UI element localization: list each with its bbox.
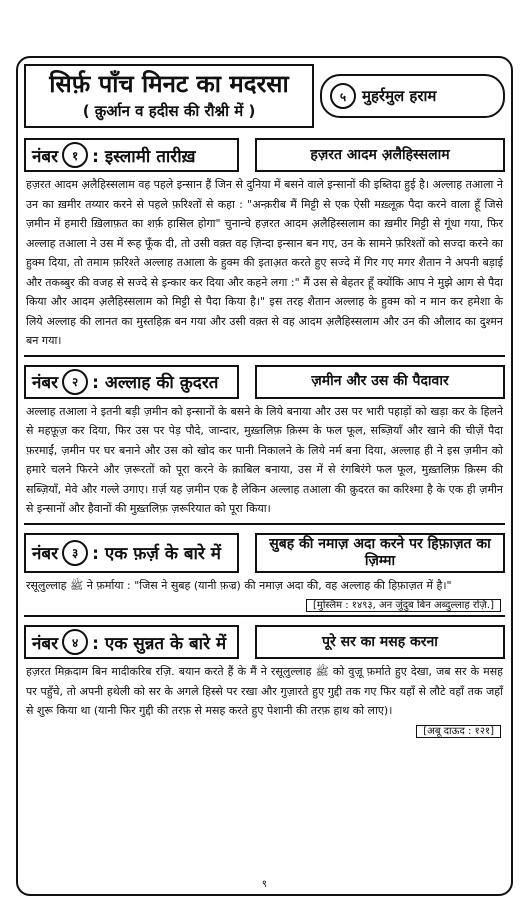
section-label-text: : इस्लामी तारीख़: [92, 146, 196, 167]
section-number: ३: [62, 540, 88, 566]
section-3-header: [24, 533, 505, 573]
section-4-reference-wrap: [28, 723, 501, 737]
page-number: ९: [261, 879, 268, 890]
section-label-text: : अल्लाह की क़ुदरत: [92, 373, 219, 393]
section-3-reference: [मुस्लिम : १४९३, अन जुंदुब बिन अब्दुल्लाह रज़ि.]: [306, 599, 501, 612]
section-1-text: हज़रत आदम अ़लैहिस्सलाम वह पहले इन्सान हैं जिन से दुनिया में बसने वाले इन्सानों की इब्तिदा हुई है। अल्लाह तआला ने उन का ख़मीर तय्यार करने से पहले फ़रिश्तों से कहा : "अन्क़रीब मैं मिट्टी से एक ऐसी मख़्लूक़ पैदा करने वाला हूँ जिसे ज़मीन में हमारी ख़िलाफ़त का शर्फ़ हासिल होगा" चुनान्चे हज़रत आदम अ़लैहिस्सलाम का ख़मीर मिट्टी से गूंधा गया, फिर अल्लाह तआला ने उस में रूह फूँक दी, तो उसी वक़्त वह ज़िन्दा इन्सान बन गए, उन के सामने फ़रिश्तों को सज्दा करने का हुक्म दिया, तो तमाम फ़रिश्ते अल्लाह तआला के हुक्म की इताअ़त करते हुए सज्दे में गिर गए मगर शैतान ने अपनी बड़ाई और तकब्बुर की वजह से सज्दे से इन्कार कर दिया और कहने लगा :" मैं उस से बेहतर हूँ क्योंकि आप ने मुझे आग से पैदा किया और आदम अ़लैहिस्सलाम को मिट्टी से पैदा किया है।" इस तरह शैतान अल्लाह के हुक्म को न मान कर हमेशा के लिये अल्लाह की लानत का मुस्तहिक़ बन गया और उसी वक़्त से वह आदम अ़लैहिस्सलाम और उन की औलाद का दुश्मन बन गया।: [26, 178, 503, 347]
section-number: १: [62, 142, 88, 168]
section-prefix: नंबर: [32, 373, 59, 393]
section-2-topic: ज़मीन और उस की पैदावार: [255, 365, 505, 399]
section-label-text: : एक फ़र्ज़ के बारे में: [92, 544, 221, 564]
section-3-label: [24, 533, 249, 573]
divider: [24, 355, 505, 357]
section-1-topic: हज़रत आदम अ़लैहिस्सलाम: [255, 138, 505, 172]
section-1-header: [24, 138, 505, 172]
section-number: ४: [62, 629, 88, 655]
section-3-reference-wrap: [28, 597, 501, 611]
section-3-text: रसूलुल्लाह ﷺ ने फ़र्माया : "जिस ने सुबह (यानी फ़ज्र) की नमाज़ अदा की, वह अल्लाह की हिफ़ाज़त में है।": [26, 578, 452, 592]
section-4-label: [24, 625, 249, 659]
divider: [24, 615, 505, 617]
section-number: २: [62, 369, 88, 395]
section-3-topic: सुबह की नमाज़ अदा करने पर हिफ़ाज़त का ज़िम्मा: [255, 533, 505, 573]
section-4-reference: [अबू दाऊद : १२१]: [416, 725, 501, 738]
page-frame: [16, 56, 513, 896]
section-prefix: नंबर: [32, 544, 59, 564]
header: [24, 62, 505, 130]
section-2-label: [24, 365, 249, 399]
section-prefix: नंबर: [32, 146, 59, 167]
section-1-label: [24, 138, 249, 172]
section-prefix: नंबर: [32, 633, 59, 654]
chapter-number: ५: [330, 83, 356, 109]
section-2-header: [24, 365, 505, 399]
chapter-title: मुहर्रमुल हराम: [362, 87, 437, 105]
section-4-topic: पूरे सर का मसह करना: [255, 625, 505, 659]
section-2-text: अल्लाह तआला ने इतनी बड़ी ज़मीन को इन्सानों के बसने के लिये बनाया और उस पर भारी पहाड़ों को खड़ा कर के हिलने से महफ़ूज़ कर दिया, फिर उस पर पेड़ पौदे, जान्दार, मुख़्तलिफ़ क़िस्म के फल फूल, सब्ज़ियाँ और खाने की चीज़ें पैदा फ़रमाईं, ज़मीन पर घर बनाने और उस को खोद कर पानी निकालने के लिये नर्म बना दिया, अल्लाह ही ने इस ज़मीन को हमारे चलने फिरने और ज़रूरतों को पूरा करने के क़ाबिल बनाया, उस में से रंगबिरंगे फल फूल, मुख़्तलिफ़ क़िस्म की सब्ज़ियाँ, मेवे और गल्ले उगाए। ग़र्ज़ यह ज़मीन एक है लेकिन अल्लाह तआला की क़ुदरत का करिश्मा है के एक ही ज़मीन से इन्सानों और हैवानों की मुख़्तलिफ़ ज़रूरियात को पूरा किया।: [26, 404, 503, 515]
section-4-text: हज़रत मिक़दाम बिन मादीकरिब रज़ि. बयान करते हैं के मैं ने रसूलुल्लाह ﷺ को वुज़ू फ़र्माते हुए देखा, जब सर के मसह पर पहुँचे, तो अपनी हथेली को सर के अगले हिस्से पर रखा और गुज़ारते हुए गुद्दी तक गए फिर यहाँ से लौटे वहाँ तक जहाँ से शुरू किया था (यानी फिर गुद्दी की तरफ़ से मसह करते हुए पेशानी की तरफ़ हाथ को लाए)।: [26, 665, 503, 717]
page-subtitle: ( क़ुर्आन व हदीस की रौश्नी में ): [82, 102, 256, 121]
chapter-badge: [320, 74, 505, 118]
title-box: [24, 64, 314, 128]
section-4-header: [24, 625, 505, 659]
section-label-text: : एक सुन्नत के बारे में: [92, 633, 227, 654]
divider: [24, 523, 505, 525]
page-title: सिर्फ़ पाँच मिनट का मदरसा: [49, 69, 289, 98]
